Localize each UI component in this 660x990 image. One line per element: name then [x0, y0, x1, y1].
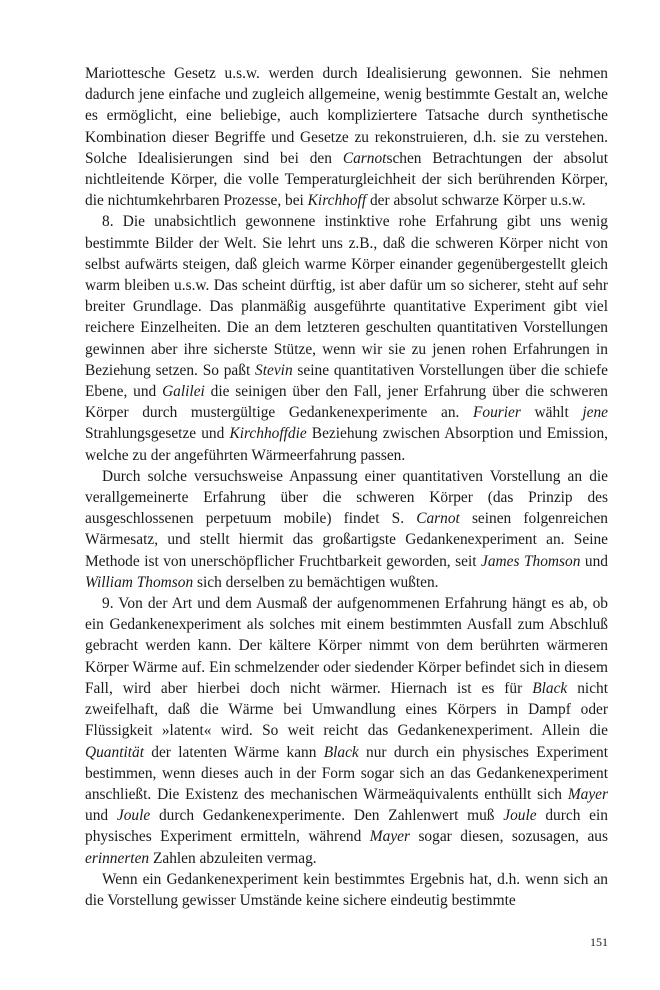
italic-text: Quantität — [85, 743, 144, 761]
paragraph — [85, 211, 608, 465]
text-run: der absolut schwarze Körper u.s.w. — [366, 192, 586, 210]
italic-text: Black — [532, 679, 568, 697]
text-run: seinen folgenreichen Wärmesatz, und stellt hiermit das großartigste Gedankenexperiment an. Seine Methode ist von unerschöpflicher Fruchtbarkeit geworden, seit — [85, 510, 608, 570]
text-run: Beziehung zwischen Absorption und Emission, welche zu der angeführten Wärmeerfahrung passen. — [85, 425, 608, 464]
italic-text: jene — [582, 404, 608, 422]
italic-text: Stevin — [255, 361, 293, 379]
italic-text: Carnot — [416, 510, 460, 528]
text-run: durch Gedankenexperimente. Den Zahlenwert muß — [150, 807, 504, 825]
text-run: die seinigen über den Fall, jener Erfahrung über die schweren Körper durch mustergültige Gedankenexperimente an. — [85, 383, 608, 422]
text-run: der latenten Wärme kann — [144, 743, 324, 761]
italic-text: James Thomson — [481, 552, 581, 570]
body-text — [85, 63, 608, 911]
italic-text: Black — [323, 743, 359, 761]
paragraph — [85, 869, 608, 911]
text-run: Wenn ein Gedankenexperiment kein bestimmtes Ergebnis hat, d.h. wenn sich an die Vorstellung gewisser Umstände keine sichere eindeutig bestimmte — [85, 870, 608, 909]
italic-text: Joule — [116, 807, 151, 825]
text-run: und — [85, 807, 117, 825]
text-run: wählt — [520, 404, 583, 422]
text-run: Zahlen abzuleiten vermag. — [149, 849, 317, 867]
italic-text: Joule — [503, 807, 537, 825]
italic-text: Carnot — [342, 149, 387, 167]
text-run: seine quantitativen Vorstellungen über die schiefe Ebene, und — [85, 361, 608, 401]
text-run: nur durch ein physisches Experiment bestimmen, wenn dieses auch in der Form sogar sich an das Gedankenexperiment anschließt. Die Existenz des mechanischen Wärmeäquivalents enthüllt sich — [85, 743, 608, 803]
text-run: schen Betrachtungen der absolut nichtleitende Körper, die volle Temperaturgleichheit der sich berührenden Körper, die nichtumkehrbaren Prozesse, bei — [85, 149, 608, 210]
italic-text: Kirchhoffdie — [229, 425, 307, 443]
italic-text: William Thomson — [85, 573, 194, 591]
text-run: 8. Die unabsichtlich gewonnene instinktive rohe Erfahrung gibt uns wenig bestimmte Bilder der Welt. Sie lehrt uns z.B., daß die schweren Körper nicht von selbst aufwärts steigen, daß gleich warme Körper einander gegenübergestellt gleich warm bleiben u.s.w. Das scheint dürftig, ist aber dafür um so sicherer, steht auf sehr breiter Grundlage. Das planmäßig ausgeführte quantitative Experiment gibt viel reichere Einzelheiten. Die an dem letzteren geschulten quantitativen Vorstellungen gewinnen aber ihre sicherste Stütze, wenn wir sie zu jenen rohen Erfahrungen in Beziehung setzen. So paßt — [85, 213, 608, 379]
italic-text: Galilei — [162, 383, 205, 401]
text-run: sogar diesen, sozusagen, aus — [409, 828, 608, 846]
text-run: Durch solche versuchsweise Anpassung einer quantitativen Vorstellung an die verallgemeinerte Erfahrung über die schweren Körper (das Prinzip des ausgeschlossenen perpetuum mobile) findet S. — [85, 467, 608, 528]
italic-text: erinnerten — [85, 849, 150, 867]
italic-text: Fourier — [473, 404, 521, 422]
text-run: 9. Von der Art und dem Ausmaß der aufgenommenen Erfahrung hängt es ab, ob ein Gedankenexperiment als solches mit einem bestimmten Ausfall zum Abschluß gebracht werden kann. Der kältere Körper nimmt von dem berührten wärmeren Körper Wärme auf. Ein schmelzender oder siedender Körper befindet sich in diesem Fall, wird aber hierbei doch nicht wärmer. Hiernach ist es für — [85, 595, 608, 697]
text-run: durch ein physisches Experiment ermitteln, während — [85, 807, 608, 846]
text-run: nicht zweifelhaft, daß die Wärme bei Umwandlung eines Körpers in Dampf oder Flüssigkeit »latent« wird. So weit reicht das Gedankenexperiment. Allein die — [85, 679, 609, 740]
paragraph — [85, 593, 608, 869]
text-run: und — [580, 552, 608, 570]
italic-text: Mayer — [567, 785, 608, 803]
italic-text: Mayer — [369, 828, 410, 846]
paragraph — [85, 63, 608, 211]
text-run: Mariottesche Gesetz u.s.w. werden durch Idealisierung gewonnen. Sie nehmen dadurch jene einfache und zugleich allgemeine, wenig bestimmte Gestalt an, welche es ermöglicht, eine beliebige, auch kompliziertere Tatsache durch synthetische Kombination dieser Begriffe und Gesetze zu rekonstruieren, d.h. sie zu verstehen. Solche Idealisierungen sind bei den — [85, 65, 608, 167]
italic-text: Kirchhoff — [307, 192, 367, 210]
text-run: Strahlungsgesetze und — [85, 425, 230, 443]
paragraph — [85, 466, 608, 593]
text-run: sich derselben zu bemächtigen wußten. — [193, 573, 439, 591]
page-number: 151 — [590, 935, 608, 949]
